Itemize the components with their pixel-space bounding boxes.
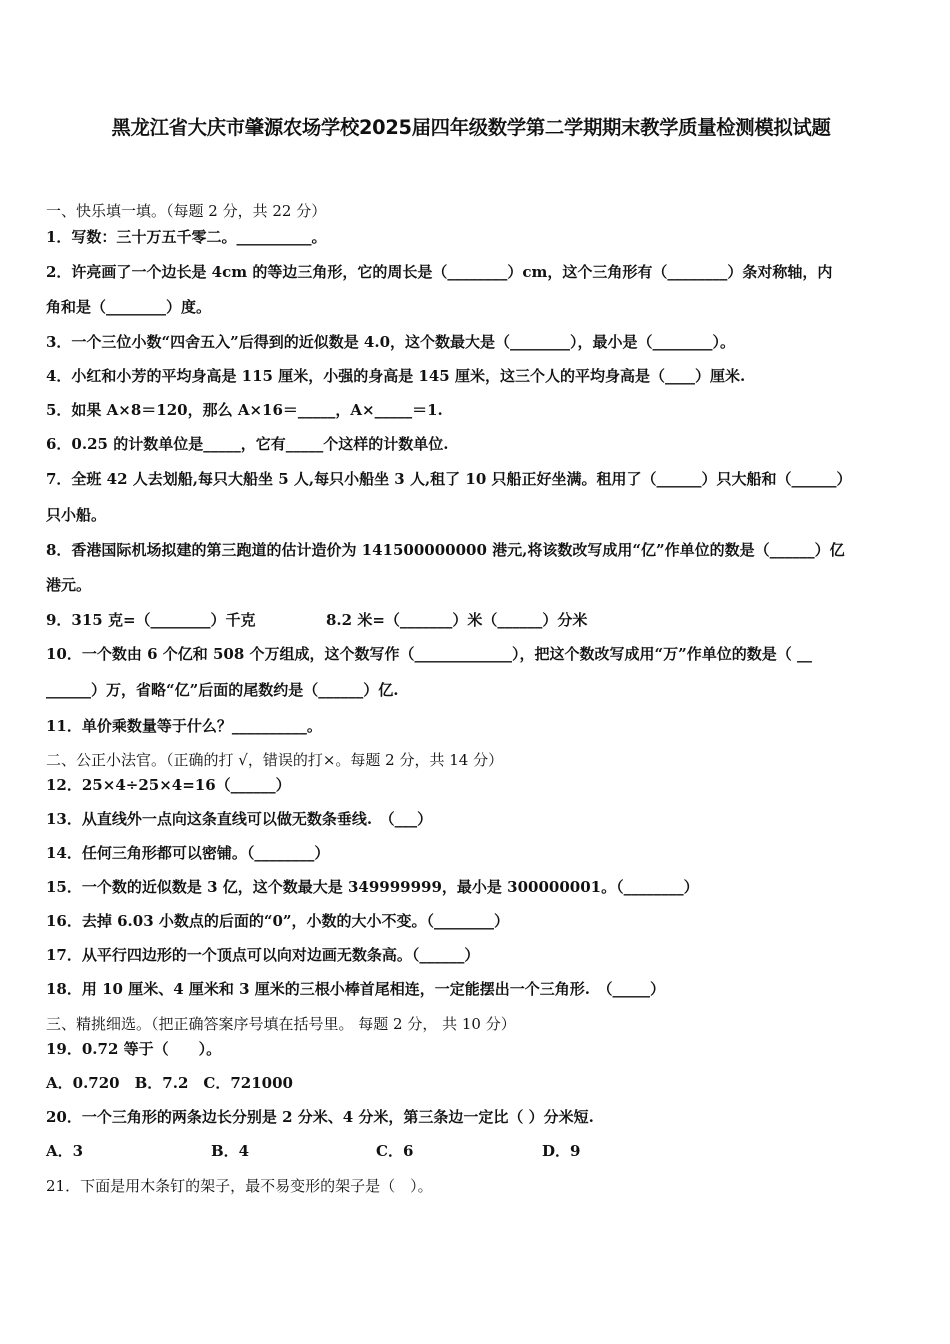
question-10-line-2: ______）万，省略“亿”后面的尾数约是（______）亿. bbox=[46, 681, 399, 699]
question-1: 1．写数：三十万五千零二。__________。 bbox=[46, 228, 327, 246]
question-10-line-1: 10．一个数由 6 个亿和 508 个万组成，这个数写作（_____________），把这个数改写成用“万”作单位的数是（ __ bbox=[46, 645, 812, 663]
question-11: 11．单价乘数量等于什么？__________。 bbox=[46, 717, 322, 735]
question-5: 5．如果 A×8＝120，那么 A×16＝_____，A×_____＝1. bbox=[46, 401, 443, 419]
question-20-option-b: B．4 bbox=[211, 1142, 250, 1160]
question-14: 14．任何三角形都可以密铺。（________） bbox=[46, 844, 330, 862]
question-7-line-1: 7．全班 42 人去划船,每只大船坐 5 人,每只小船坐 3 人,租了 10 只船正好坐满。租用了（______）只大船和（______） bbox=[46, 470, 852, 488]
question-20-option-d: D．9 bbox=[542, 1142, 581, 1160]
question-2-line-1: 2．许亮画了一个边长是 4cm 的等边三角形，它的周长是（________）cm，这个三角形有（________）条对称轴，内 bbox=[46, 263, 833, 281]
question-7-line-2: 只小船。 bbox=[46, 506, 107, 524]
question-18: 18．用 10 厘米、4 厘米和 3 厘米的三根小棒首尾相连，一定能摆出一个三角形. （_____） bbox=[46, 980, 665, 998]
question-12: 12．25×4÷25×4=16（______） bbox=[46, 776, 291, 794]
question-3: 3．一个三位小数“四舍五入”后得到的近似数是 4.0，这个数最大是（________），最小是（________）。 bbox=[46, 333, 736, 351]
question-16: 16．去掉 6.03 小数点的后面的“0”，小数的大小不变。（________） bbox=[46, 912, 510, 930]
question-19: 19．0.72 等于（ ）。 bbox=[46, 1040, 222, 1058]
page-title: 黑龙江省大庆市肇源农场学校2025届四年级数学第二学期期末教学质量检测模拟试题 bbox=[111, 116, 831, 139]
question-2-line-2: 角和是（________）度。 bbox=[46, 298, 212, 316]
question-19-options: A．0.720 B．7.2 C．721000 bbox=[46, 1074, 293, 1092]
section-1-heading: 一、快乐填一填。（每题 2 分，共 22 分） bbox=[46, 202, 327, 220]
question-17: 17．从平行四边形的一个顶点可以向对边画无数条高。（______） bbox=[46, 946, 480, 964]
question-20: 20．一个三角形的两条边长分别是 2 分米、4 分米，第三条边一定比（ ）分米短. bbox=[46, 1108, 594, 1126]
question-21: 21．下面是用木条钉的架子，最不易变形的架子是（ ）。 bbox=[46, 1177, 433, 1195]
question-9-part-2: 8.2 米=（_______）米（______）分米 bbox=[326, 611, 588, 629]
section-3-heading: 三、精挑细选。（把正确答案序号填在括号里。 每题 2 分， 共 10 分） bbox=[46, 1015, 516, 1033]
question-8-line-2: 港元。 bbox=[46, 576, 92, 594]
section-2-heading: 二、公正小法官。（正确的打 √，错误的打×。每题 2 分，共 14 分） bbox=[46, 751, 504, 769]
question-13: 13．从直线外一点向这条直线可以做无数条垂线. （___） bbox=[46, 810, 433, 828]
question-6: 6．0.25 的计数单位是_____，它有_____个这样的计数单位. bbox=[46, 435, 449, 453]
question-20-option-c: C．6 bbox=[376, 1142, 414, 1160]
question-9-part-1: 9．315 克=（________）千克 bbox=[46, 611, 256, 629]
question-20-option-a: A．3 bbox=[46, 1142, 84, 1160]
question-4: 4．小红和小芳的平均身高是 115 厘米，小强的身高是 145 厘米，这三个人的平均身高是（____）厘米. bbox=[46, 367, 746, 385]
question-15: 15．一个数的近似数是 3 亿，这个数最大是 349999999，最小是 300000001。（________） bbox=[46, 878, 699, 896]
question-8-line-1: 8．香港国际机场拟建的第三跑道的估计造价为 141500000000 港元,将该数改写成用“亿”作单位的数是（______）亿 bbox=[46, 541, 845, 559]
